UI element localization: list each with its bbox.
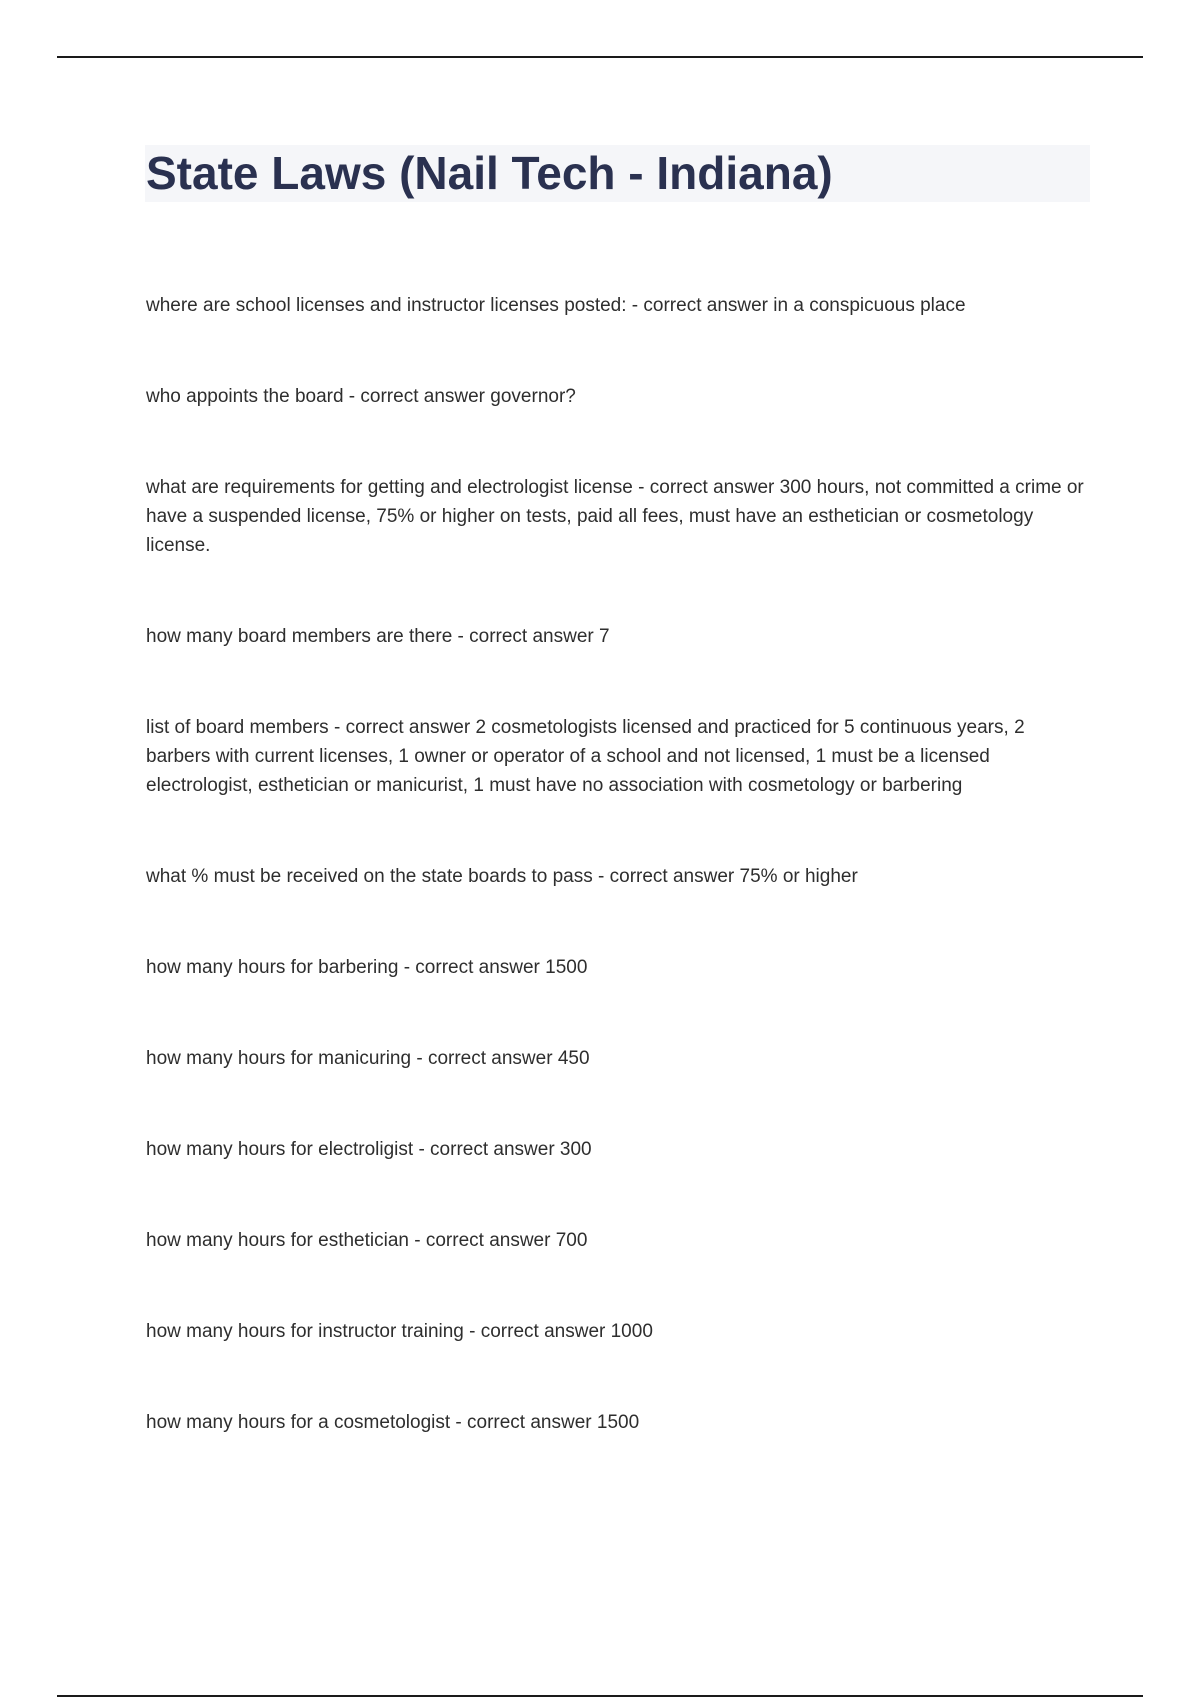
qa-item: how many board members are there - correct answer 7	[146, 626, 610, 647]
qa-item: how many hours for electroligist - correct answer 300	[146, 1139, 592, 1160]
qa-item: how many hours for esthetician - correct answer 700	[146, 1230, 588, 1251]
qa-item: where are school licenses and instructor licenses posted: - correct answer in a conspicuous place	[146, 295, 966, 316]
qa-item: how many hours for barbering - correct answer 1500	[146, 957, 588, 978]
bottom-rule	[57, 1695, 1143, 1697]
qa-item: how many hours for manicuring - correct answer 450	[146, 1048, 590, 1069]
qa-item: who appoints the board - correct answer governor?	[146, 386, 576, 407]
qa-item: list of board members - correct answer 2 cosmetologists licensed and practiced for 5 continuous years, 2 barbers with current licenses, 1 owner or operator of a school and not licensed, 1 must be a licensed electrologist, esthetician or manicurist, 1 must have no association with cosmetology or barbering	[146, 717, 1025, 796]
top-rule	[57, 56, 1143, 58]
qa-item: what are requirements for getting and electrologist license - correct answer 300 hours, not committed a crime or have a suspended license, 75% or higher on tests, paid all fees, must have an esthetician or cosmetology license.	[146, 477, 1084, 556]
qa-item: how many hours for instructor training - correct answer 1000	[146, 1321, 653, 1342]
qa-item: what % must be received on the state boards to pass - correct answer 75% or higher	[146, 866, 858, 887]
page-title: State Laws (Nail Tech - Indiana)	[146, 147, 833, 199]
qa-item: how many hours for a cosmetologist - correct answer 1500	[146, 1412, 640, 1433]
